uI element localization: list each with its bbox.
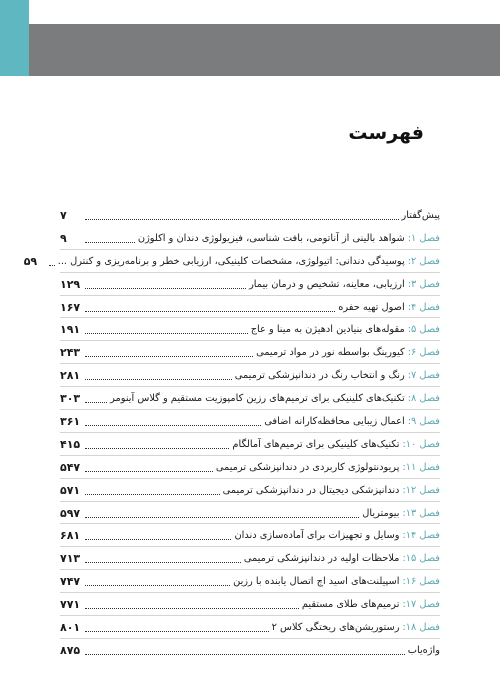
- toc-entry-label: [251, 324, 440, 335]
- toc-row[interactable]: [60, 204, 440, 227]
- chapter-number: فصل ۴:: [407, 301, 440, 313]
- page-number: ۱۹۱: [60, 323, 81, 337]
- chapter-number: فصل ۹:: [407, 415, 440, 427]
- chapter-title: اعمال زیبایی محافظه‌کارانه اضافی: [264, 415, 405, 427]
- page-number: ۲۸۱: [60, 369, 81, 383]
- chapter-number: فصل ۲:: [407, 255, 440, 267]
- dot-leader: [85, 402, 107, 403]
- table-of-contents: [23, 204, 440, 662]
- dot-leader: [49, 265, 55, 266]
- toc-row[interactable]: [60, 570, 440, 593]
- page-title: فهرست: [348, 122, 424, 144]
- page-number: ۱۲۹: [60, 277, 81, 291]
- page-number: ۲۴۳: [60, 346, 81, 360]
- toc-entry-label: [402, 210, 440, 221]
- page-number: ۷۴۷: [60, 575, 81, 589]
- page-number: ۷۱۳: [60, 552, 81, 566]
- chapter-title: مقوله‌های بنیادین ادهیژن به مینا و عاج: [250, 324, 405, 336]
- chapter-number: فصل ۱۳:: [402, 507, 440, 519]
- chapter-number: فصل ۱۱:: [402, 461, 440, 473]
- chapter-number: فصل ۵:: [407, 324, 440, 336]
- dot-leader: [85, 494, 220, 495]
- toc-row[interactable]: [60, 296, 440, 319]
- chapter-title: پریودنتولوژی کاربردی در دندانپزشکی ترمیمی: [215, 461, 400, 473]
- dot-leader: [85, 654, 405, 655]
- toc-row[interactable]: [60, 479, 440, 502]
- toc-row[interactable]: [23, 250, 440, 273]
- chapter-number: فصل ۱۷:: [402, 599, 440, 611]
- chapter-title: شواهد بالینی از آناتومی، بافت شناسی، فیزیولوژی دندان و اکلوژن: [137, 232, 405, 244]
- chapter-number: فصل ۷:: [407, 370, 440, 382]
- toc-entry-label: [110, 393, 440, 404]
- dot-leader: [85, 471, 213, 472]
- toc-entry-label: [338, 302, 440, 313]
- chapter-number: فصل ۱۸:: [402, 621, 440, 633]
- chapter-title: پوسیدگی دندانی: اتیولوژی، مشخصات کلینیکی، ارزیابی خطر و برنامه‌ریزی و کنترل ...: [57, 255, 405, 267]
- toc-entry-label: [233, 576, 440, 587]
- dot-leader: [85, 333, 248, 334]
- chapter-title: تکنیک‌های کلینیکی برای ترمیم‌های رزین کامپوزیت مستقیم و گلاس آینومر: [110, 393, 405, 405]
- toc-row[interactable]: [60, 616, 440, 639]
- header-gray-bar: [29, 24, 500, 76]
- chapter-title: تکنیک‌های کلینیکی برای ترمیم‌های آمالگام: [232, 438, 400, 450]
- toc-row[interactable]: [60, 387, 440, 410]
- page-number: ۵۹۷: [60, 506, 81, 520]
- toc-entry-label: [362, 508, 440, 519]
- toc-row[interactable]: [60, 273, 440, 296]
- toc-entry-label: [408, 645, 440, 656]
- page-number: ۶۸۱: [60, 529, 81, 543]
- toc-row[interactable]: [60, 593, 440, 616]
- chapter-number: فصل ۶:: [407, 347, 440, 359]
- page-number: ۳۰۳: [60, 392, 81, 406]
- teal-corner-block: [0, 0, 29, 76]
- chapter-title: پیش‌گفتار: [401, 209, 440, 221]
- chapter-title: واژه‌یاب: [407, 644, 440, 656]
- dot-leader: [85, 379, 232, 380]
- toc-entry-label: [235, 370, 440, 381]
- page-number: ۵۷۱: [60, 483, 81, 497]
- toc-row[interactable]: [60, 456, 440, 479]
- chapter-number: فصل ۱۴:: [402, 530, 440, 542]
- toc-entry-label: [223, 485, 440, 496]
- page-number: ۱۶۷: [60, 300, 81, 314]
- chapter-number: فصل ۱۶:: [402, 576, 440, 588]
- toc-row[interactable]: [60, 524, 440, 547]
- dot-leader: [85, 425, 261, 426]
- toc-row[interactable]: [60, 433, 440, 456]
- page-number: ۵۴۷: [60, 460, 81, 474]
- dot-leader: [85, 608, 299, 609]
- chapter-title: رستوریشن‌های ریختگی کلاس ۲: [271, 621, 400, 633]
- dot-leader: [85, 219, 399, 220]
- chapter-title: وسایل و تجهیزات برای آماده‌سازی دندان: [234, 530, 400, 542]
- toc-entry-label: [232, 439, 440, 450]
- dot-leader: [85, 585, 230, 586]
- page-number: ۴۱۵: [60, 437, 81, 451]
- chapter-title: رنگ و انتخاب رنگ در دندانپزشکی ترمیمی: [234, 370, 405, 382]
- header-band: [0, 0, 500, 76]
- page-number: ۵۹: [23, 254, 38, 268]
- dot-leader: [85, 242, 135, 243]
- page-number: ۳۶۱: [60, 414, 81, 428]
- toc-entry-label: [216, 462, 440, 473]
- page-number: ۸۰۱: [60, 620, 81, 634]
- page-number: ۸۷۵: [60, 643, 81, 657]
- chapter-title: ارزیابی، معاینه، تشخیص و درمان بیمار: [249, 278, 405, 290]
- dot-leader: [85, 356, 253, 357]
- header-white-strip: [29, 0, 500, 24]
- toc-entry-label: [249, 279, 440, 290]
- chapter-number: فصل ۸:: [407, 393, 440, 405]
- chapter-title: دندانپزشکی دیجیتال در دندانپزشکی ترمیمی: [222, 484, 400, 496]
- toc-row[interactable]: [60, 227, 440, 250]
- toc-entry-label: [264, 416, 440, 427]
- chapter-title: ترمیم‌های طلای مستقیم: [301, 599, 400, 611]
- dot-leader: [85, 539, 231, 540]
- chapter-number: فصل ۱۲:: [402, 484, 440, 496]
- chapter-title: اسپیلنت‌های اسید اچ اتصال یابنده با رزین: [233, 576, 400, 588]
- toc-row[interactable]: [60, 364, 440, 387]
- dot-leader: [85, 631, 269, 632]
- chapter-number: فصل ۳:: [407, 278, 440, 290]
- toc-row[interactable]: [60, 341, 440, 364]
- toc-entry-label: [256, 347, 440, 358]
- chapter-number: فصل ۱۵:: [402, 553, 440, 565]
- toc-row[interactable]: [60, 502, 440, 525]
- toc-entry-label: [234, 530, 440, 541]
- page-number: ۷۷۱: [60, 598, 81, 612]
- page-number: ۷: [60, 208, 67, 222]
- dot-leader: [85, 562, 241, 563]
- dot-leader: [85, 517, 359, 518]
- toc-entry-label: [58, 256, 440, 267]
- chapter-number: فصل ۱:: [407, 232, 440, 244]
- toc-row[interactable]: [60, 639, 440, 662]
- dot-leader: [85, 288, 246, 289]
- dot-leader: [85, 448, 229, 449]
- chapter-title: ملاحظات اولیه در دندانپزشکی ترمیمی: [243, 553, 400, 565]
- chapter-number: فصل ۱۰:: [402, 438, 440, 450]
- dot-leader: [85, 311, 335, 312]
- toc-entry-label: [272, 622, 440, 633]
- page-number: ۹: [60, 231, 67, 245]
- toc-row[interactable]: [60, 547, 440, 570]
- toc-row[interactable]: [60, 410, 440, 433]
- toc-entry-label: [244, 553, 440, 564]
- toc-entry-label: [302, 599, 440, 610]
- toc-entry-label: [138, 233, 440, 244]
- chapter-title: بیومتریال: [362, 507, 400, 519]
- chapter-title: کیورینگ بواسطه نور در مواد ترمیمی: [256, 347, 405, 359]
- chapter-title: اصول تهیه حفره: [338, 301, 405, 313]
- toc-row[interactable]: [60, 318, 440, 341]
